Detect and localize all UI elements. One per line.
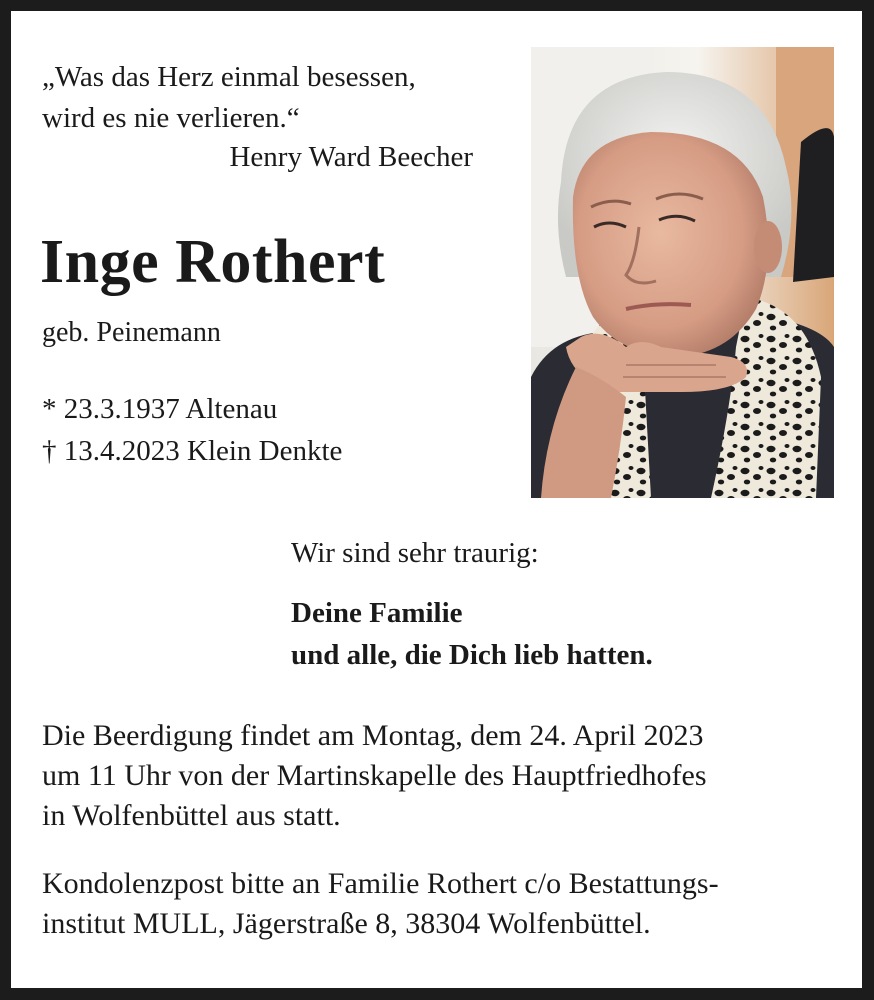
mourners-family: Deine Familie	[291, 597, 463, 629]
condolence-line-2: institut MULL, Jägerstraße 8, 38304 Wolfenbüttel.	[42, 907, 651, 940]
funeral-line-1: Die Beerdigung findet am Montag, dem 24. April 2023	[42, 719, 704, 752]
maiden-name: geb. Peinemann	[42, 317, 221, 348]
mourners-others: und alle, die Dich lieb hatten.	[291, 639, 653, 671]
death-date: † 13.4.2023 Klein Denkte	[42, 435, 343, 467]
birth-date: * 23.3.1937 Altenau	[42, 393, 278, 425]
quote-line-1: „Was das Herz einmal besessen,	[42, 61, 416, 93]
portrait-photo	[531, 47, 834, 498]
funeral-line-2: um 11 Uhr von der Martinskapelle des Hauptfriedhofes	[42, 759, 707, 792]
quote-author: Henry Ward Beecher	[229, 141, 473, 173]
funeral-line-3: in Wolfenbüttel aus statt.	[42, 799, 341, 832]
deceased-name: Inge Rothert	[40, 228, 386, 296]
quote-line-2: wird es nie verlieren.“	[42, 102, 300, 134]
condolence-line-1: Kondolenzpost bitte an Familie Rothert c/o Bestattungs-	[42, 867, 719, 900]
mourning-intro: Wir sind sehr traurig:	[291, 537, 539, 569]
